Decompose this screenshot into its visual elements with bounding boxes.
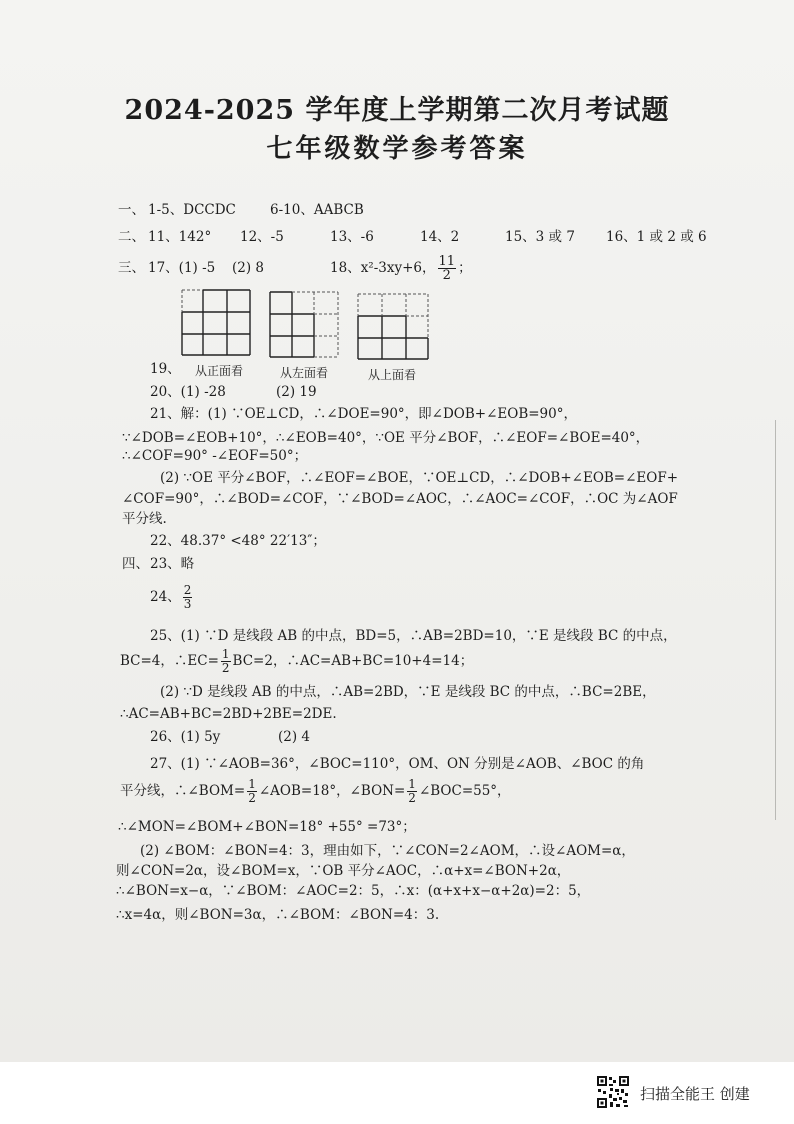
section-1-label: 一、 (118, 202, 145, 218)
fraction-numerator: 1 (408, 777, 416, 791)
fraction-numerator: 2 (183, 583, 192, 597)
answer-25-line-2 (120, 646, 473, 676)
top-view-caption: 从上面看 (368, 368, 417, 382)
answer-25-line-3: (2) ∵D 是线段 AB 的中点，∴AB=2BD，∵E 是线段 BC 的中点，∴BC=2BE， (160, 684, 656, 700)
answer-24-fraction (183, 584, 193, 611)
answer-27-line-2a: 平分线，∴∠BOM= (120, 783, 246, 799)
answer-27-fraction-2 (407, 778, 417, 805)
answer-20-2: (2) 19 (276, 384, 317, 400)
fraction-denominator: 2 (248, 791, 256, 805)
answer-23: 23、略 (150, 556, 195, 572)
fraction-denominator: 3 (183, 597, 192, 611)
answers-6-10: 6-10、AABCB (270, 202, 364, 218)
answer-27-fraction-1 (247, 778, 257, 805)
answer-27-line-7: ∴x=4α，则∠BON=3α，∴∠BOM：∠BON=4：3. (116, 907, 440, 923)
answer-21-line-2: ∵∠DOB=∠EOB+10°，∴∠EOB=40°，∵OE 平分∠BOF，∴∠EOF=∠BOE=40°， (122, 430, 650, 446)
left-view-caption: 从左面看 (280, 366, 329, 380)
fraction-denominator: 2 (221, 661, 230, 675)
fraction-denominator: 2 (442, 268, 451, 283)
answer-18-end: ； (458, 260, 472, 276)
qr-code-icon (596, 1075, 630, 1109)
answer-key-title: 七年级数学参考答案 (266, 134, 528, 164)
answer-27-line-6: ∴∠BON=x−α，∵∠BOM：∠AOC=2：5，∴x：(α+x+x−α+2α)=2：5， (116, 883, 591, 899)
section-4-label: 四、 (122, 556, 149, 572)
scanner-watermark-text: 扫描全能王 创建 (640, 1085, 750, 1103)
left-view-grid (268, 290, 343, 360)
scanner-footer (0, 1062, 794, 1124)
top-view-grid (356, 292, 434, 362)
answer-18-fraction (438, 255, 457, 282)
answer-25-line-2b: BC=2，∴AC=AB+BC=10+4=14； (232, 653, 474, 669)
answer-27-line-2b: ∠AOB=18°，∠BON= (258, 783, 406, 799)
answer-24-label: 24、 (150, 589, 181, 605)
answer-12: 12、-5 (240, 229, 284, 245)
answer-26-1: 26、(1) 5y (150, 729, 221, 745)
fraction-numerator: 11 (438, 254, 456, 269)
answers-1-5: 1-5、DCCDC (148, 202, 236, 218)
answer-24 (150, 582, 194, 612)
answer-21-line-1: 21、解：(1) ∵OE⊥CD，∴∠DOE=90°，即∠DOB+∠EOB=90°， (150, 406, 577, 422)
answer-17-1: 17、(1) -5 (148, 260, 216, 276)
answer-27-line-1: 27、(1) ∵∠AOB=36°，∠BOC=110°，OM、ON 分别是∠AOB、∠BOC 的角 (150, 756, 645, 772)
section-3-label: 三、 (118, 260, 145, 276)
section-2-label: 二、 (118, 229, 145, 245)
answer-21-line-5: ∠COF=90°，∴∠BOD=∠COF，∵∠BOD=∠AOC，∴∠AOC=∠COF，∴OC 为∠AOF (122, 491, 678, 507)
answer-27-line-4: (2) ∠BOM：∠BON=4：3，理由如下，∵∠CON=2∠AOM，∴设∠AOM=α， (140, 843, 635, 859)
fraction-numerator: 1 (221, 647, 230, 661)
answer-27-line-5: 则∠CON=2α，设∠BOM=x，∵OB 平分∠AOC，∴α+x=∠BON+2α， (116, 863, 571, 879)
exam-title: 2024-2025 学年度上学期第二次月考试题 (124, 95, 670, 126)
answer-17-2: (2) 8 (232, 260, 265, 276)
answer-25-line-4: ∴AC=AB+BC=2BD+2BE=2DE. (120, 706, 337, 722)
front-view-grid (180, 288, 255, 358)
answer-20-1: 20、(1) -28 (150, 384, 226, 400)
answer-27-line-2c: ∠BOC=55°， (418, 783, 511, 799)
answer-18-expr: x²-3xy+6， (360, 260, 436, 276)
answer-19-label: 19、 (150, 361, 181, 377)
answer-26-2: (2) 4 (278, 729, 311, 745)
answer-27-line-2 (120, 776, 511, 806)
answer-16: 16、1 或 2 或 6 (606, 229, 707, 245)
fraction-numerator: 1 (248, 777, 256, 791)
front-view-caption: 从正面看 (195, 364, 244, 378)
answer-27-line-3: ∴∠MON=∠BOM+∠BON=18° +55° =73°； (118, 819, 416, 835)
answer-21-line-4: (2) ∵OE 平分∠BOF，∴∠EOF=∠BOE，∵OE⊥CD，∴∠DOB+∠EOB=∠EOF+ (160, 470, 679, 486)
answer-18 (330, 253, 472, 283)
fraction-denominator: 2 (408, 791, 416, 805)
answer-21-line-3: ∴∠COF=90° -∠EOF=50°； (122, 448, 308, 464)
answer-11: 11、142° (148, 229, 212, 245)
answer-13: 13、-6 (330, 229, 374, 245)
answer-21-line-6: 平分线. (122, 511, 167, 527)
answer-25-line-1: 25、(1) ∵D 是线段 AB 的中点，BD=5，∴AB=2BD=10，∵E 是线段 BC 的中点， (150, 628, 677, 644)
answer-25-line-2a: BC=4，∴EC= (120, 653, 219, 669)
answer-18-prefix: 18、 (330, 260, 361, 276)
answer-22: 22、48.37° <48° 22′13″； (150, 533, 326, 549)
answer-14: 14、2 (420, 229, 460, 245)
paper-fold-line (775, 420, 776, 820)
answer-15: 15、3 或 7 (505, 229, 575, 245)
answer-25-fraction (221, 648, 231, 675)
